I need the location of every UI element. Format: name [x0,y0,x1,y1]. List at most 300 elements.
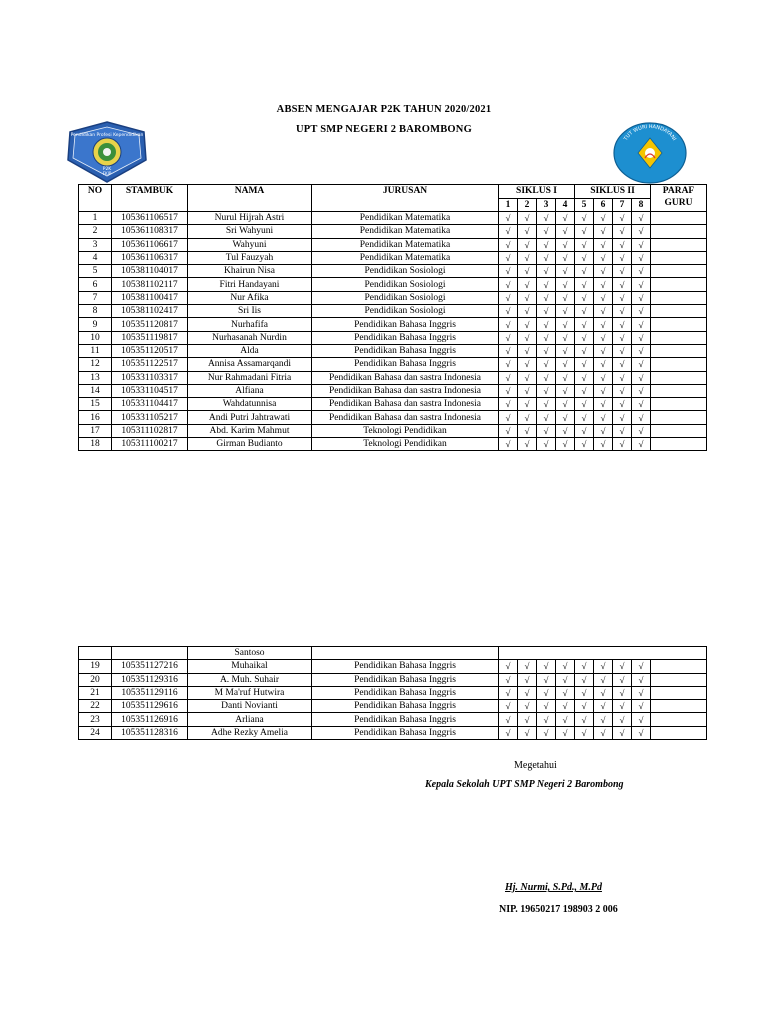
attendance-check: √ [594,371,613,384]
attendance-check: √ [556,358,575,371]
attendance-check: √ [518,265,537,278]
attendance-check: √ [613,438,632,451]
attendance-check: √ [556,438,575,451]
row-stambuk: 105351126916 [112,713,188,726]
attendance-check: √ [575,251,594,264]
paraf-cell [651,700,707,713]
table-row [79,251,707,264]
paraf-cell [651,212,707,225]
attendance-check: √ [575,424,594,437]
attendance-check: √ [556,291,575,304]
attendance-check: √ [632,278,651,291]
attendance-check: √ [518,424,537,437]
attendance-check: √ [499,358,518,371]
attendance-check: √ [632,424,651,437]
attendance-check: √ [575,384,594,397]
session-3-header: 3 [537,198,556,212]
attendance-check: √ [613,713,632,726]
header-no: NO [79,185,112,212]
header-siklus-1: SIKLUS I [499,185,575,199]
paraf-cell [651,331,707,344]
attendance-check: √ [537,438,556,451]
paraf-cell [651,424,707,437]
row-nama: Sri Iis [188,305,312,318]
attendance-check: √ [575,700,594,713]
attendance-check: √ [575,726,594,739]
attendance-check: √ [499,371,518,384]
session-8-header: 8 [632,198,651,212]
attendance-check: √ [518,291,537,304]
attendance-check: √ [575,371,594,384]
table-row [79,291,707,304]
row-no: 7 [79,291,112,304]
paraf-cell [651,225,707,238]
attendance-check: √ [632,331,651,344]
row-no: 8 [79,305,112,318]
row-no: 2 [79,225,112,238]
attendance-check: √ [499,686,518,699]
attendance-check: √ [632,212,651,225]
principal-nip: NIP. 19650217 198903 2 006 [499,904,618,915]
row-stambuk: 105311100217 [112,438,188,451]
paraf-cell [651,251,707,264]
session-2-header: 2 [518,198,537,212]
attendance-check: √ [575,358,594,371]
table-row [79,686,707,699]
row-stambuk: 105311102817 [112,424,188,437]
row-stambuk: 105351127216 [112,660,188,673]
attendance-check: √ [499,424,518,437]
attendance-check: √ [613,238,632,251]
attendance-check: √ [518,251,537,264]
attendance-check: √ [556,686,575,699]
attendance-check: √ [499,212,518,225]
attendance-check: √ [632,700,651,713]
attendance-check: √ [556,331,575,344]
attendance-check: √ [594,384,613,397]
attendance-check: √ [594,212,613,225]
row-no: 14 [79,384,112,397]
logo-left-text-center: P2K [102,167,112,172]
row-nama: Khairun Nisa [188,265,312,278]
row-jurusan: Pendidikan Bahasa Inggris [312,726,499,739]
row-jurusan: Pendidikan Bahasa dan sastra Indonesia [312,384,499,397]
mengetahui-label: Megetahui [514,760,557,771]
logo-right-text: TUT WURI HANDAYANI [623,123,678,142]
attendance-check: √ [499,305,518,318]
attendance-check: √ [537,371,556,384]
attendance-check: √ [594,700,613,713]
attendance-check: √ [594,660,613,673]
header-siklus-2: SIKLUS II [575,185,651,199]
attendance-check: √ [537,700,556,713]
attendance-check: √ [613,686,632,699]
table-row [79,713,707,726]
attendance-check: √ [613,278,632,291]
attendance-check: √ [613,212,632,225]
attendance-check: √ [575,318,594,331]
row-stambuk: 105351129116 [112,686,188,699]
attendance-check: √ [556,384,575,397]
attendance-check: √ [613,371,632,384]
attendance-check: √ [518,673,537,686]
attendance-check: √ [499,673,518,686]
row-no: 1 [79,212,112,225]
attendance-check: √ [537,251,556,264]
row-nama: Tul Fauzyah [188,251,312,264]
attendance-check: √ [518,371,537,384]
paraf-cell [651,438,707,451]
attendance-check: √ [613,344,632,357]
attendance-check: √ [575,278,594,291]
attendance-check: √ [518,318,537,331]
row-stambuk: 105351120817 [112,318,188,331]
row-no: 19 [79,660,112,673]
paraf-cell [651,411,707,424]
table-row [79,398,707,411]
attendance-check: √ [632,358,651,371]
table-row [79,673,707,686]
attendance-check: √ [613,291,632,304]
attendance-check: √ [613,673,632,686]
attendance-check: √ [537,673,556,686]
row-jurusan: Pendidikan Sosiologi [312,291,499,304]
attendance-check: √ [613,358,632,371]
row-stambuk: 105331105217 [112,411,188,424]
row-no: 15 [79,398,112,411]
attendance-check: √ [556,398,575,411]
tut-wuri-handayani-icon [612,122,688,184]
attendance-check: √ [613,265,632,278]
attendance-check: √ [594,713,613,726]
attendance-check: √ [613,331,632,344]
attendance-check: √ [575,398,594,411]
attendance-check: √ [632,318,651,331]
attendance-check: √ [556,305,575,318]
row-jurusan: Pendidikan Bahasa Inggris [312,318,499,331]
attendance-check: √ [632,344,651,357]
attendance-check: √ [499,238,518,251]
table-row [79,331,707,344]
row-nama: Wahyuni [188,238,312,251]
attendance-check: √ [575,344,594,357]
attendance-check: √ [594,398,613,411]
logo-left-text-bottom: FKIP [102,171,112,176]
attendance-check: √ [537,660,556,673]
attendance-check: √ [537,344,556,357]
attendance-check: √ [518,225,537,238]
principal-name: Hj. Nurmi, S.Pd., M.Pd [505,882,602,893]
attendance-check: √ [499,225,518,238]
attendance-check: √ [518,398,537,411]
row-jurusan: Pendidikan Bahasa Inggris [312,700,499,713]
document-subtitle: UPT SMP NEGERI 2 BAROMBONG [296,124,472,135]
attendance-check: √ [556,660,575,673]
row-jurusan: Pendidikan Bahasa dan sastra Indonesia [312,371,499,384]
attendance-check: √ [632,411,651,424]
table-row [79,700,707,713]
attendance-check: √ [518,212,537,225]
attendance-check: √ [594,225,613,238]
paraf-cell [651,398,707,411]
table-row [79,318,707,331]
attendance-check: √ [632,291,651,304]
attendance-check: √ [556,411,575,424]
attendance-check: √ [594,411,613,424]
row-nama: Nurhasanah Nurdin [188,331,312,344]
row-no: 13 [79,371,112,384]
attendance-check: √ [594,265,613,278]
attendance-check: √ [594,358,613,371]
attendance-check: √ [613,305,632,318]
attendance-check: √ [537,411,556,424]
row-nama: Sri Wahyuni [188,225,312,238]
row-jurusan: Pendidikan Matematika [312,225,499,238]
attendance-check: √ [518,700,537,713]
attendance-check: √ [499,398,518,411]
document-title: ABSEN MENGAJAR P2K TAHUN 2020/2021 [276,104,492,115]
row-nama: Adhe Rezky Amelia [188,726,312,739]
paraf-cell [651,673,707,686]
attendance-check: √ [594,278,613,291]
header-stambuk: STAMBUK [112,185,188,212]
paraf-cell [651,358,707,371]
attendance-check: √ [537,212,556,225]
attendance-check: √ [594,424,613,437]
row-nama: A. Muh. Suhair [188,673,312,686]
attendance-check: √ [594,291,613,304]
attendance-check: √ [537,291,556,304]
attendance-check: √ [518,331,537,344]
attendance-check: √ [556,424,575,437]
row-stambuk: 105331104517 [112,384,188,397]
attendance-check: √ [575,331,594,344]
row-stambuk: 105351119817 [112,331,188,344]
attendance-check: √ [499,438,518,451]
table-row [79,411,707,424]
paraf-cell [651,384,707,397]
attendance-check: √ [556,238,575,251]
attendance-check: √ [632,384,651,397]
attendance-check: √ [518,238,537,251]
row-stambuk: 105361106317 [112,251,188,264]
attendance-check: √ [518,713,537,726]
row-jurusan: Pendidikan Bahasa dan sastra Indonesia [312,411,499,424]
row-nama: Nur Rahmadani Fitria [188,371,312,384]
principal-title: Kepala Sekolah UPT SMP Negeri 2 Barombong [425,779,624,790]
paraf-cell [651,278,707,291]
attendance-check: √ [556,371,575,384]
attendance-check: √ [632,673,651,686]
attendance-check: √ [594,305,613,318]
row-nama: Annisa Assamarqandi [188,358,312,371]
row-no: 24 [79,726,112,739]
row-jurusan: Pendidikan Sosiologi [312,278,499,291]
row-no: 12 [79,358,112,371]
paraf-cell [651,238,707,251]
session-6-header: 6 [594,198,613,212]
attendance-check: √ [632,238,651,251]
attendance-check: √ [575,238,594,251]
row-jurusan: Pendidikan Matematika [312,251,499,264]
row-nama: Arliana [188,713,312,726]
row-nama: Fitri Handayani [188,278,312,291]
attendance-check: √ [537,424,556,437]
row-no: 18 [79,438,112,451]
row-jurusan: Pendidikan Bahasa Inggris [312,331,499,344]
attendance-check: √ [518,358,537,371]
row-nama: Alda [188,344,312,357]
attendance-check: √ [613,225,632,238]
row-jurusan: Pendidikan Bahasa Inggris [312,660,499,673]
attendance-check: √ [537,331,556,344]
row-no: 6 [79,278,112,291]
attendance-check: √ [594,673,613,686]
attendance-check: √ [499,291,518,304]
attendance-check: √ [632,371,651,384]
row-jurusan: Pendidikan Bahasa dan sastra Indonesia [312,398,499,411]
attendance-check: √ [499,411,518,424]
attendance-check: √ [575,225,594,238]
row-stambuk: 105351120517 [112,344,188,357]
attendance-table [78,184,707,451]
row-no: 23 [79,713,112,726]
attendance-check: √ [556,251,575,264]
attendance-check: √ [499,700,518,713]
row-nama: M Ma'ruf Hutwira [188,686,312,699]
row-jurusan: Pendidikan Sosiologi [312,265,499,278]
session-7-header: 7 [613,198,632,212]
row-nama: Nurul Hijrah Astri [188,212,312,225]
header-jurusan: JURUSAN [312,185,499,212]
attendance-check: √ [575,291,594,304]
attendance-check: √ [499,318,518,331]
row-no: 17 [79,424,112,437]
row-stambuk: 105351128316 [112,726,188,739]
attendance-check: √ [499,384,518,397]
row-jurusan: Pendidikan Matematika [312,212,499,225]
attendance-check: √ [518,305,537,318]
attendance-check: √ [556,278,575,291]
attendance-check: √ [556,212,575,225]
attendance-check: √ [537,305,556,318]
table-row [79,305,707,318]
attendance-check: √ [499,278,518,291]
row-jurusan: Pendidikan Bahasa Inggris [312,673,499,686]
session-5-header: 5 [575,198,594,212]
row-no: 5 [79,265,112,278]
row-nama: Girman Budianto [188,438,312,451]
attendance-table-continued [78,646,707,740]
continuation-name: Santoso [188,647,312,660]
attendance-check: √ [594,331,613,344]
attendance-check: √ [518,344,537,357]
attendance-check: √ [518,726,537,739]
attendance-check: √ [518,686,537,699]
attendance-check: √ [537,358,556,371]
row-jurusan: Pendidikan Matematika [312,238,499,251]
table-row [79,238,707,251]
attendance-check: √ [537,686,556,699]
table-row [79,660,707,673]
row-stambuk: 105331103317 [112,371,188,384]
attendance-check: √ [575,673,594,686]
attendance-check: √ [632,686,651,699]
attendance-check: √ [556,713,575,726]
row-stambuk: 105381100417 [112,291,188,304]
attendance-check: √ [594,251,613,264]
session-4-header: 4 [556,198,575,212]
row-stambuk: 105351129616 [112,700,188,713]
p2k-emblem-icon [66,120,148,184]
table-row [79,358,707,371]
row-no: 11 [79,344,112,357]
attendance-check: √ [537,398,556,411]
attendance-check: √ [499,726,518,739]
row-stambuk: 105351129316 [112,673,188,686]
attendance-check: √ [613,318,632,331]
row-no: 9 [79,318,112,331]
attendance-check: √ [632,726,651,739]
attendance-check: √ [575,660,594,673]
row-jurusan: Pendidikan Sosiologi [312,305,499,318]
attendance-check: √ [613,411,632,424]
attendance-check: √ [594,726,613,739]
attendance-check: √ [556,265,575,278]
row-no: 21 [79,686,112,699]
row-stambuk: 105381102117 [112,278,188,291]
paraf-cell [651,713,707,726]
attendance-check: √ [575,305,594,318]
table-row [79,424,707,437]
attendance-check: √ [518,278,537,291]
attendance-check: √ [537,713,556,726]
attendance-check: √ [632,251,651,264]
attendance-check: √ [518,384,537,397]
continuation-row [79,647,707,660]
row-nama: Andi Putri Jahtrawati [188,411,312,424]
attendance-check: √ [594,686,613,699]
paraf-cell [651,371,707,384]
row-stambuk: 105381104017 [112,265,188,278]
table-row [79,265,707,278]
attendance-check: √ [518,438,537,451]
attendance-check: √ [537,726,556,739]
paraf-cell [651,660,707,673]
attendance-check: √ [632,225,651,238]
attendance-check: √ [556,344,575,357]
table-row [79,726,707,739]
attendance-check: √ [632,660,651,673]
logo-left-text-top: Pendidikan Profesi Kependidikan [70,133,144,138]
row-no: 3 [79,238,112,251]
row-no: 4 [79,251,112,264]
row-jurusan: Pendidikan Bahasa Inggris [312,713,499,726]
row-jurusan: Teknologi Pendidikan [312,438,499,451]
attendance-check: √ [556,225,575,238]
table-row [79,212,707,225]
attendance-check: √ [537,384,556,397]
attendance-check: √ [575,438,594,451]
header-nama: NAMA [188,185,312,212]
attendance-check: √ [518,411,537,424]
row-nama: Abd. Karim Mahmut [188,424,312,437]
attendance-check: √ [537,318,556,331]
paraf-cell [651,726,707,739]
attendance-check: √ [613,384,632,397]
row-jurusan: Pendidikan Bahasa Inggris [312,344,499,357]
table-row [79,344,707,357]
